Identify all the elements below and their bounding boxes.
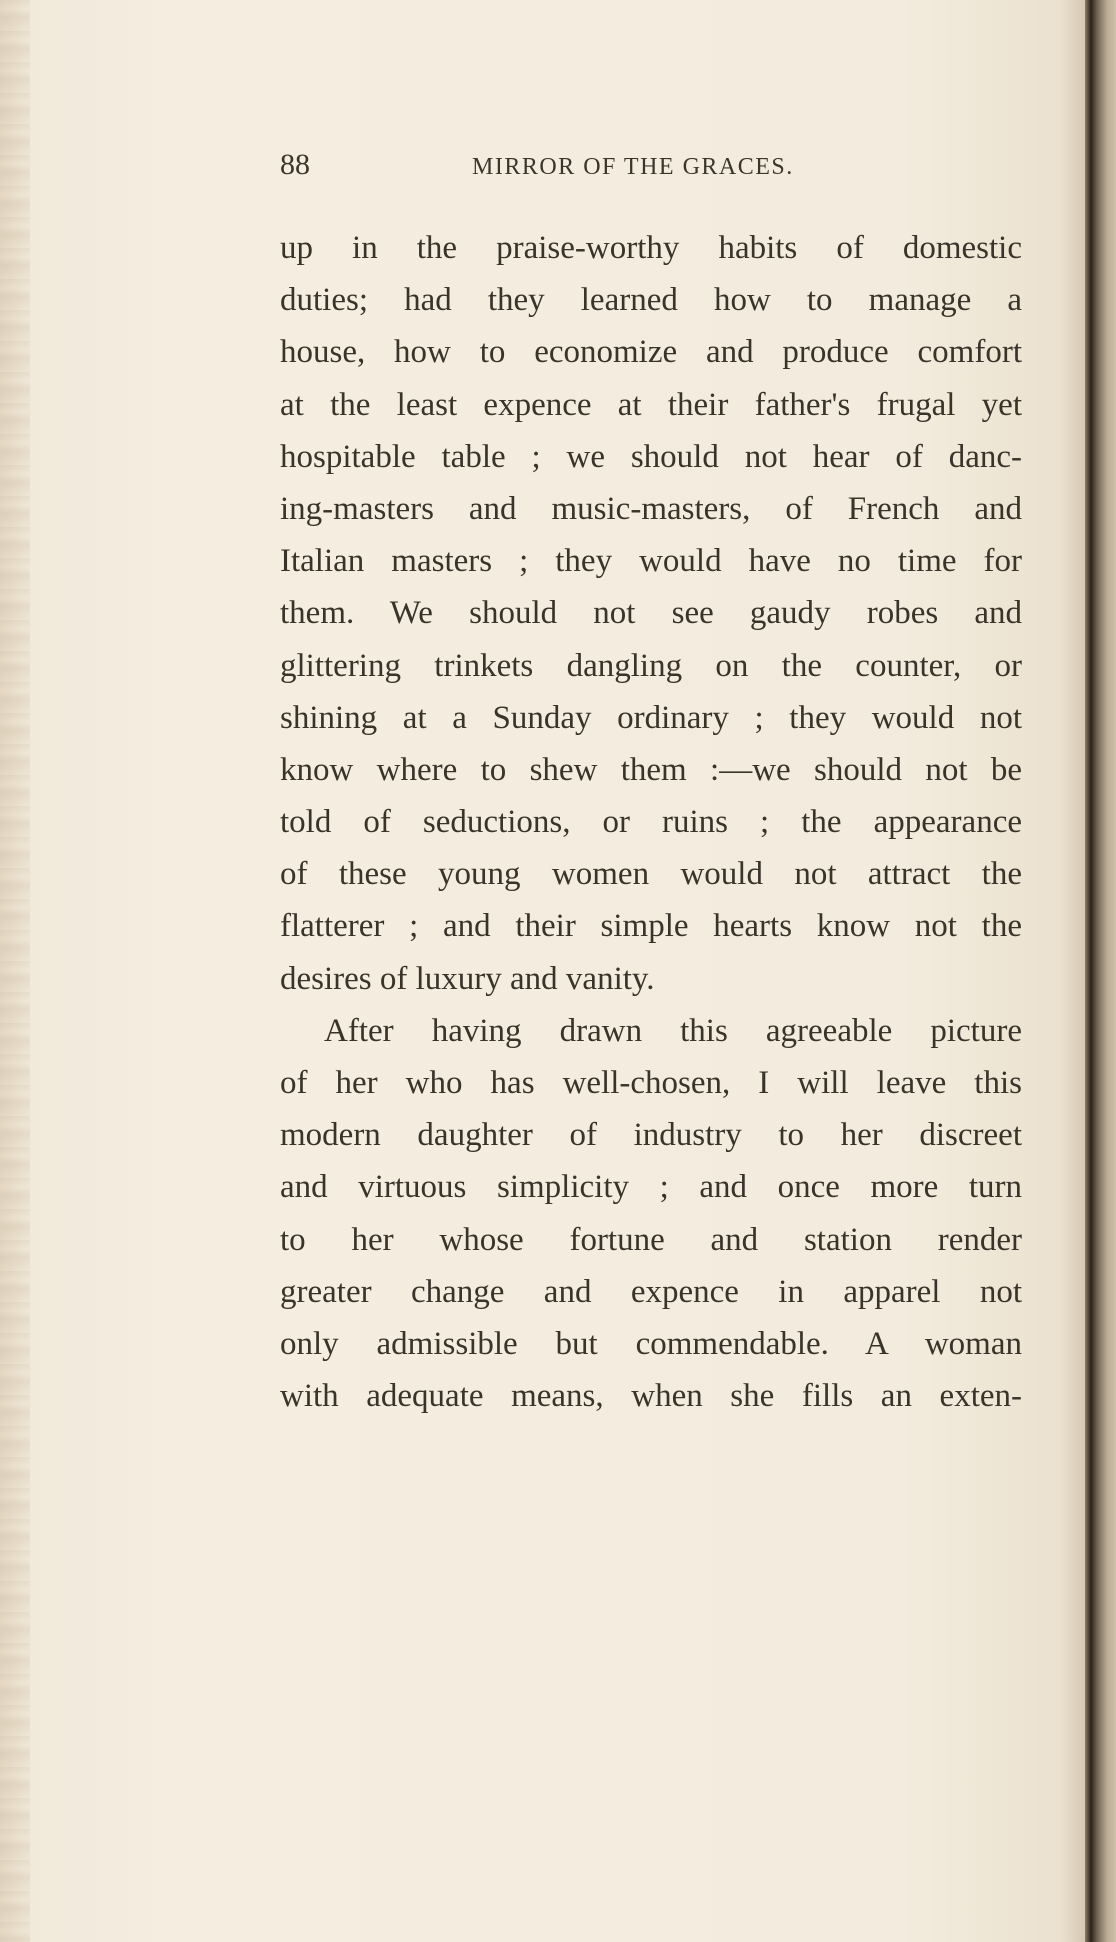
text-line: desires of luxury and vanity. [280,960,655,997]
text-line: modern daughter of industry to her discreet [280,1117,1022,1154]
text-line: shining at a Sunday ordinary ; they would not [280,699,1022,736]
text-line: glittering trinkets dangling on the counter, or [280,647,1022,684]
text-line: up in the praise-worthy habits of domestic [280,230,1022,266]
text-line: only admissible but commendable. A woman [280,1325,1022,1362]
text-line: After having drawn this agreeable picture [324,1012,1022,1049]
text-line: greater change and expence in apparel not [280,1273,1022,1310]
page-header [280,148,1000,198]
page-left-edge [0,0,30,1942]
text-line: and virtuous simplicity ; and once more turn [280,1169,1022,1206]
body-text [280,222,1022,1422]
text-line: ing-masters and music-masters, of French and [280,490,1022,527]
text-line: them. We should not see gaudy robes and [280,595,1022,632]
text-line: house, how to economize and produce comfort [280,334,1022,371]
text-line: know where to shew them :—we should not be [280,751,1022,788]
text-line: hospitable table ; we should not hear of danc- [280,438,1022,475]
text-line: Italian masters ; they would have no time for [280,543,1022,580]
text-line: of her who has well-chosen, I will leave this [280,1065,1022,1101]
text-line: to her whose fortune and station render [280,1221,1022,1258]
book-gutter-shadow [1085,0,1116,1942]
text-line: flatterer ; and their simple hearts know not the [280,908,1022,945]
paragraph-2 [280,1005,1022,1423]
text-line: duties; had they learned how to manage a [280,282,1022,319]
text-line: at the least expence at their father's frugal yet [280,386,1022,423]
page-number: 88 [280,148,310,181]
text-line: of these young women would not attract the [280,856,1022,893]
paragraph-1 [280,222,1022,1005]
running-title: MIRROR OF THE GRACES. [472,154,794,180]
text-line: told of seductions, or ruins ; the appearance [280,804,1022,841]
text-line: with adequate means, when she fills an exten- [280,1378,1022,1415]
